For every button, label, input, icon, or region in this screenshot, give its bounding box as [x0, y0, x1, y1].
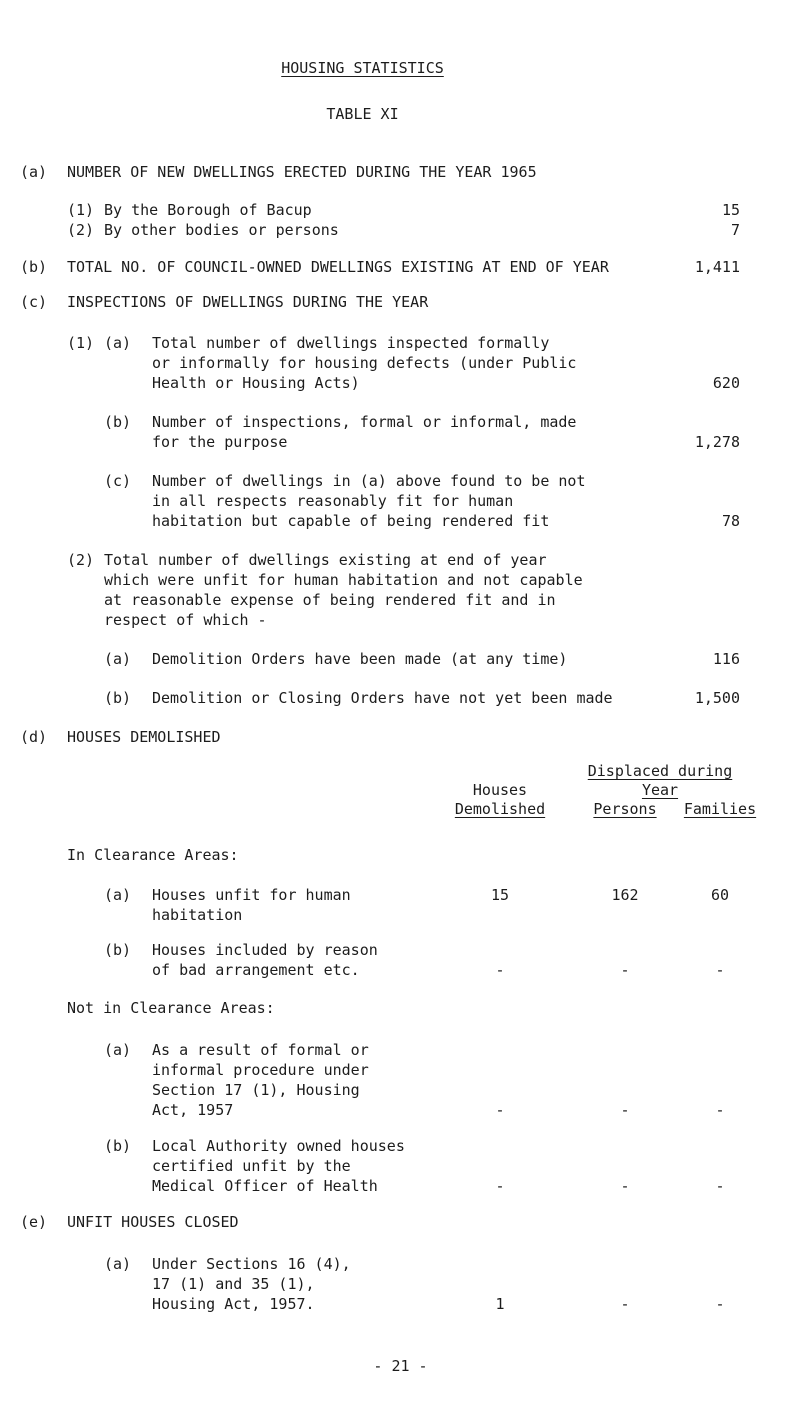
- houses-value: -: [495, 1101, 505, 1119]
- persons-value: -: [620, 1177, 630, 1195]
- section-e-heading: UNFIT HOUSES CLOSED: [67, 1213, 239, 1231]
- families-value: -: [715, 1177, 725, 1195]
- column-header-persons: Persons: [593, 800, 657, 818]
- row-text: Housing Act, 1957.: [152, 1295, 315, 1313]
- row-text: certified unfit by the: [152, 1157, 351, 1175]
- row-marker: (b): [104, 941, 132, 959]
- section-a-marker: (a): [20, 163, 48, 181]
- sub-item-value: 620: [712, 374, 740, 392]
- section-b-heading: TOTAL NO. OF COUNCIL-OWNED DWELLINGS EXISTING AT END OF YEAR: [67, 258, 609, 276]
- section-e-marker: (e): [20, 1213, 48, 1231]
- not-clearance-areas-label: Not in Clearance Areas:: [67, 999, 275, 1017]
- row-marker: (b): [104, 1137, 132, 1155]
- sub-item-value: 1,500: [694, 689, 740, 707]
- clearance-areas-label: In Clearance Areas:: [67, 846, 239, 864]
- row-text: habitation: [152, 906, 243, 924]
- row-text: Local Authority owned houses: [152, 1137, 405, 1155]
- item-text: which were unfit for human habitation and not capable: [104, 571, 583, 589]
- column-header-year: Year: [641, 781, 679, 799]
- sub-item-text: habitation but capable of being rendered fit: [152, 512, 550, 530]
- families-value: -: [715, 961, 725, 979]
- row-marker: (a): [104, 886, 132, 904]
- item-value: 15: [721, 201, 740, 219]
- sub-item-text: Total number of dwellings inspected formally: [152, 334, 550, 352]
- item-text: respect of which -: [104, 611, 267, 629]
- houses-value: -: [495, 1177, 505, 1195]
- houses-value: 15: [490, 886, 510, 904]
- row-text: Act, 1957: [152, 1101, 234, 1119]
- page-number: - 21 -: [373, 1357, 428, 1375]
- section-c-marker: (c): [20, 293, 48, 311]
- row-text: Houses unfit for human: [152, 886, 351, 904]
- sub-item-text: Demolition Orders have been made (at any time): [152, 650, 568, 668]
- section-d-marker: (d): [20, 728, 48, 746]
- families-value: -: [715, 1295, 725, 1313]
- sub-item-text: Health or Housing Acts): [152, 374, 360, 392]
- sub-item-value: 1,278: [694, 433, 740, 451]
- houses-value: -: [495, 961, 505, 979]
- row-text: As a result of formal or: [152, 1041, 369, 1059]
- sub-item-marker: (c): [104, 472, 132, 490]
- houses-value: 1: [495, 1295, 505, 1313]
- persons-value: -: [620, 1101, 630, 1119]
- sub-item-marker: (a): [104, 650, 132, 668]
- sub-item-marker: (b): [104, 413, 132, 431]
- row-text: Medical Officer of Health: [152, 1177, 378, 1195]
- row-text: Under Sections 16 (4),: [152, 1255, 351, 1273]
- row-text: Houses included by reason: [152, 941, 378, 959]
- item-text: at reasonable expense of being rendered fit and in: [104, 591, 556, 609]
- column-header-demolished: Demolished: [454, 800, 546, 818]
- item-value: 7: [730, 221, 740, 239]
- persons-value: -: [620, 1295, 630, 1313]
- section-d-heading: HOUSES DEMOLISHED: [67, 728, 221, 746]
- item-text: By other bodies or persons: [104, 221, 339, 239]
- persons-value: -: [620, 961, 630, 979]
- page-title: HOUSING STATISTICS: [281, 59, 444, 77]
- row-text: 17 (1) and 35 (1),: [152, 1275, 315, 1293]
- sub-item-text: Number of dwellings in (a) above found to be not: [152, 472, 586, 490]
- item-text: By the Borough of Bacup: [104, 201, 312, 219]
- column-header-displaced: Displaced during: [587, 762, 733, 780]
- item-number: (2): [67, 551, 95, 569]
- section-b-marker: (b): [20, 258, 48, 276]
- column-header-houses: Houses: [472, 781, 528, 799]
- sub-item-value: 78: [721, 512, 740, 530]
- item-number: (1): [67, 201, 95, 219]
- section-a-heading: NUMBER OF NEW DWELLINGS ERECTED DURING THE YEAR 1965: [67, 163, 537, 181]
- table-number: TABLE XI: [326, 105, 399, 123]
- column-header-families: Families: [683, 800, 757, 818]
- sub-item-text: Demolition or Closing Orders have not yet been made: [152, 689, 613, 707]
- row-marker: (a): [104, 1255, 132, 1273]
- sub-item-text: for the purpose: [152, 433, 288, 451]
- families-value: -: [715, 1101, 725, 1119]
- sub-item-text: in all respects reasonably fit for human: [152, 492, 514, 510]
- item-text: Total number of dwellings existing at end of year: [104, 551, 547, 569]
- row-text: of bad arrangement etc.: [152, 961, 360, 979]
- persons-value: 162: [611, 886, 639, 904]
- row-marker: (a): [104, 1041, 132, 1059]
- item-number: (1): [67, 334, 95, 352]
- sub-item-value: 116: [712, 650, 740, 668]
- sub-item-text: or informally for housing defects (under Public: [152, 354, 577, 372]
- section-b-value: 1,411: [694, 258, 740, 276]
- families-value: 60: [710, 886, 730, 904]
- item-number: (2): [67, 221, 95, 239]
- sub-item-marker: (b): [104, 689, 132, 707]
- row-text: Section 17 (1), Housing: [152, 1081, 360, 1099]
- sub-item-marker: (a): [104, 334, 132, 352]
- row-text: informal procedure under: [152, 1061, 369, 1079]
- section-c-heading: INSPECTIONS OF DWELLINGS DURING THE YEAR: [67, 293, 429, 311]
- sub-item-text: Number of inspections, formal or informal, made: [152, 413, 577, 431]
